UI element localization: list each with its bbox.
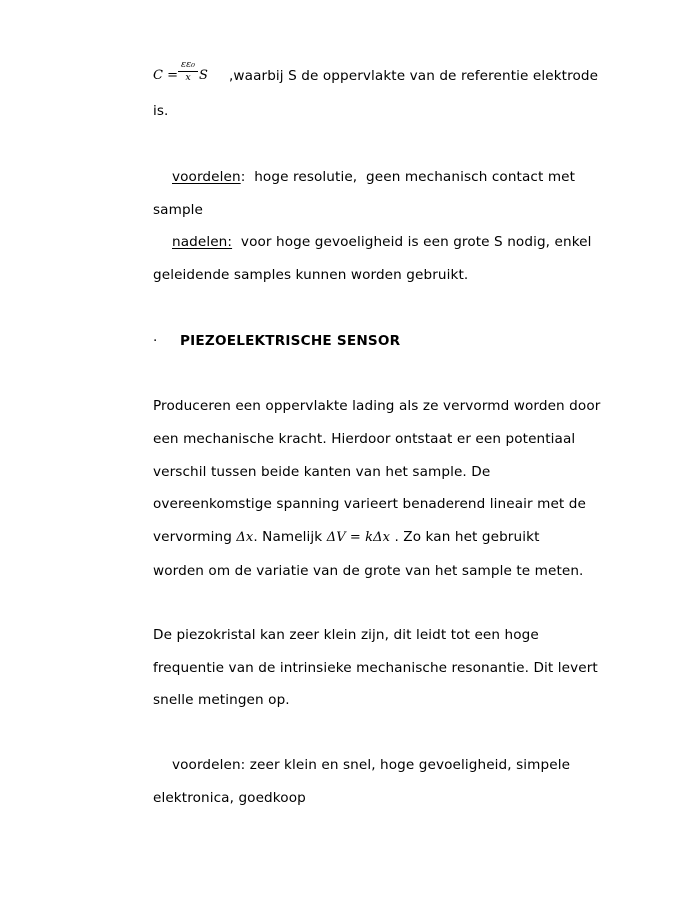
paragraph-1-line-1: Produceren een oppervlakte lading als ze vervormd worden door (153, 398, 601, 414)
paragraph-1-line-6: worden om de variatie van de grote van het sample te meten. (153, 563, 584, 579)
formula-numerator: εε₀ (180, 59, 195, 70)
voordelen-2-line-2: elektronica, goedkoop (153, 790, 306, 806)
formula-denominator: x (185, 72, 191, 83)
formula-lhs: C = (153, 68, 178, 83)
voordelen-cont: sample (153, 202, 204, 218)
section-bullet: · (153, 333, 158, 349)
formula-explanation: ,waarbij S de oppervlakte van de referentie elektrode (229, 68, 599, 84)
paragraph-1-line-2: een mechanische kracht. Hierdoor ontstaat er een potentiaal (153, 431, 576, 447)
nadelen-line (172, 233, 592, 251)
line5-text-b: . Namelijk (253, 529, 327, 545)
paragraph-1-line-3: verschil tussen beide kanten van het sample. De (153, 464, 491, 480)
formula-fraction (178, 60, 198, 83)
paragraph-2-line-3: snelle metingen op. (153, 692, 290, 708)
nadelen-cont: geleidende samples kunnen worden gebruikt. (153, 267, 469, 283)
paragraph-2-line-2: frequentie van de intrinsieke mechanische resonantie. Dit levert (153, 660, 598, 676)
nadelen-text: voor hoge gevoeligheid is een grote S nodig, enkel (232, 234, 592, 250)
voordelen-label: voordelen (172, 169, 241, 185)
paragraph-1-line-5 (153, 528, 540, 547)
line5-text-a: vervorming (153, 529, 237, 545)
formula-explanation-cont: is. (153, 103, 169, 119)
voordelen-line (172, 168, 575, 186)
line5-text-c: . Zo kan het gebruikt (390, 529, 540, 545)
math-delta-v-equation: ΔV = kΔx (326, 530, 391, 545)
section-heading: PIEZOELEKTRISCHE SENSOR (180, 333, 401, 349)
nadelen-label: nadelen: (172, 234, 233, 250)
math-delta-x: Δx (236, 530, 254, 545)
paragraph-1-line-4: overeenkomstige spanning varieert benaderend lineair met de (153, 496, 586, 512)
voordelen-2-line-1: voordelen: zeer klein en snel, hoge gevoeligheid, simpele (172, 757, 571, 773)
voordelen-text: hoge resolutie, geen mechanisch contact met (245, 169, 576, 185)
voordelen-colon: : (240, 169, 246, 185)
formula-rhs: S (199, 68, 208, 83)
paragraph-2-line-1: De piezokristal kan zeer klein zijn, dit leidt tot een hoge (153, 627, 539, 643)
